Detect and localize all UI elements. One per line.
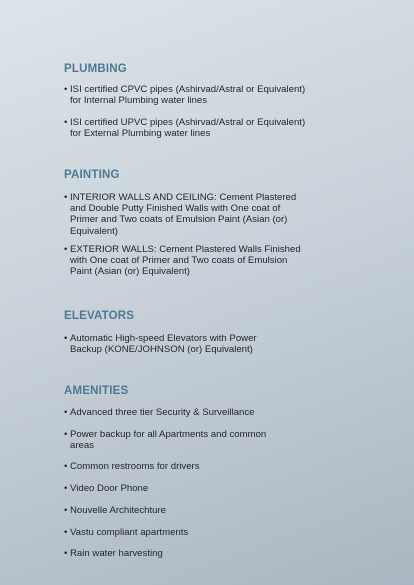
list-item (64, 84, 370, 106)
bullet: • (64, 548, 68, 559)
list-item-text: Nouvelle Architechture (70, 505, 166, 516)
bullet: • (64, 483, 68, 494)
bullet: • (64, 192, 68, 203)
list-item-text: Advanced three tier Security & Surveillance (70, 407, 255, 418)
section-heading-amenities: AMENITIES (64, 385, 129, 397)
section-plumbing (64, 62, 364, 140)
list-item-text: Vastu compliant apartments (70, 527, 189, 538)
list-item-text: Rain water harvesting (70, 548, 163, 559)
section-amenities (64, 384, 364, 559)
list-item (64, 244, 370, 278)
bullet: • (64, 461, 68, 472)
list-item (64, 548, 370, 559)
bullet: • (64, 429, 68, 440)
bullet: • (64, 84, 68, 95)
list-item-text: Automatic High-speed Elevators with Power Backup (KONE/JOHNSON (or) Equivalent) (70, 333, 257, 356)
section-heading-elevators: ELEVATORS (64, 310, 135, 322)
list-item (64, 407, 370, 418)
section-heading-plumbing: PLUMBING (64, 63, 127, 75)
list-item (64, 505, 370, 516)
list-item-text: ISI certified UPVC pipes (Ashirvad/Astral or Equivalent) for External Plumbing water lines (70, 117, 306, 140)
list-item (64, 483, 370, 494)
list-item-text: Power backup for all Apartments and common areas (70, 429, 267, 452)
list-item-text: EXTERIOR WALLS: Cement Plastered Walls Finished with One coat of Primer and Two coats of Emulsion Paint (Asian (or) Equivalent) (70, 244, 301, 278)
list-item (64, 117, 370, 139)
bullet: • (64, 527, 68, 538)
list-item-text: INTERIOR WALLS AND CEILING: Cement Plastered and Double Putty Finished Walls with One coat of Primer and Two coats of Emulsion Paint (Asian (or) Equivalent) (70, 192, 297, 237)
list-item (64, 333, 370, 355)
list-item (64, 429, 370, 451)
list-item-text: Video Door Phone (70, 483, 149, 494)
list-item (64, 461, 370, 472)
bullet: • (64, 407, 68, 418)
section-elevators (64, 309, 364, 356)
list-item (64, 192, 370, 237)
bullet: • (64, 244, 68, 255)
bullet: • (64, 505, 68, 516)
bullet: • (64, 117, 68, 128)
list-item-text: ISI certified CPVC pipes (Ashirvad/Astral or Equivalent) for Internal Plumbing water lines (70, 84, 306, 107)
section-heading-painting: PAINTING (64, 169, 120, 181)
list-item-text: Common restrooms for drivers (70, 461, 200, 472)
section-painting (64, 168, 364, 278)
bullet: • (64, 333, 68, 344)
list-item (64, 527, 370, 538)
